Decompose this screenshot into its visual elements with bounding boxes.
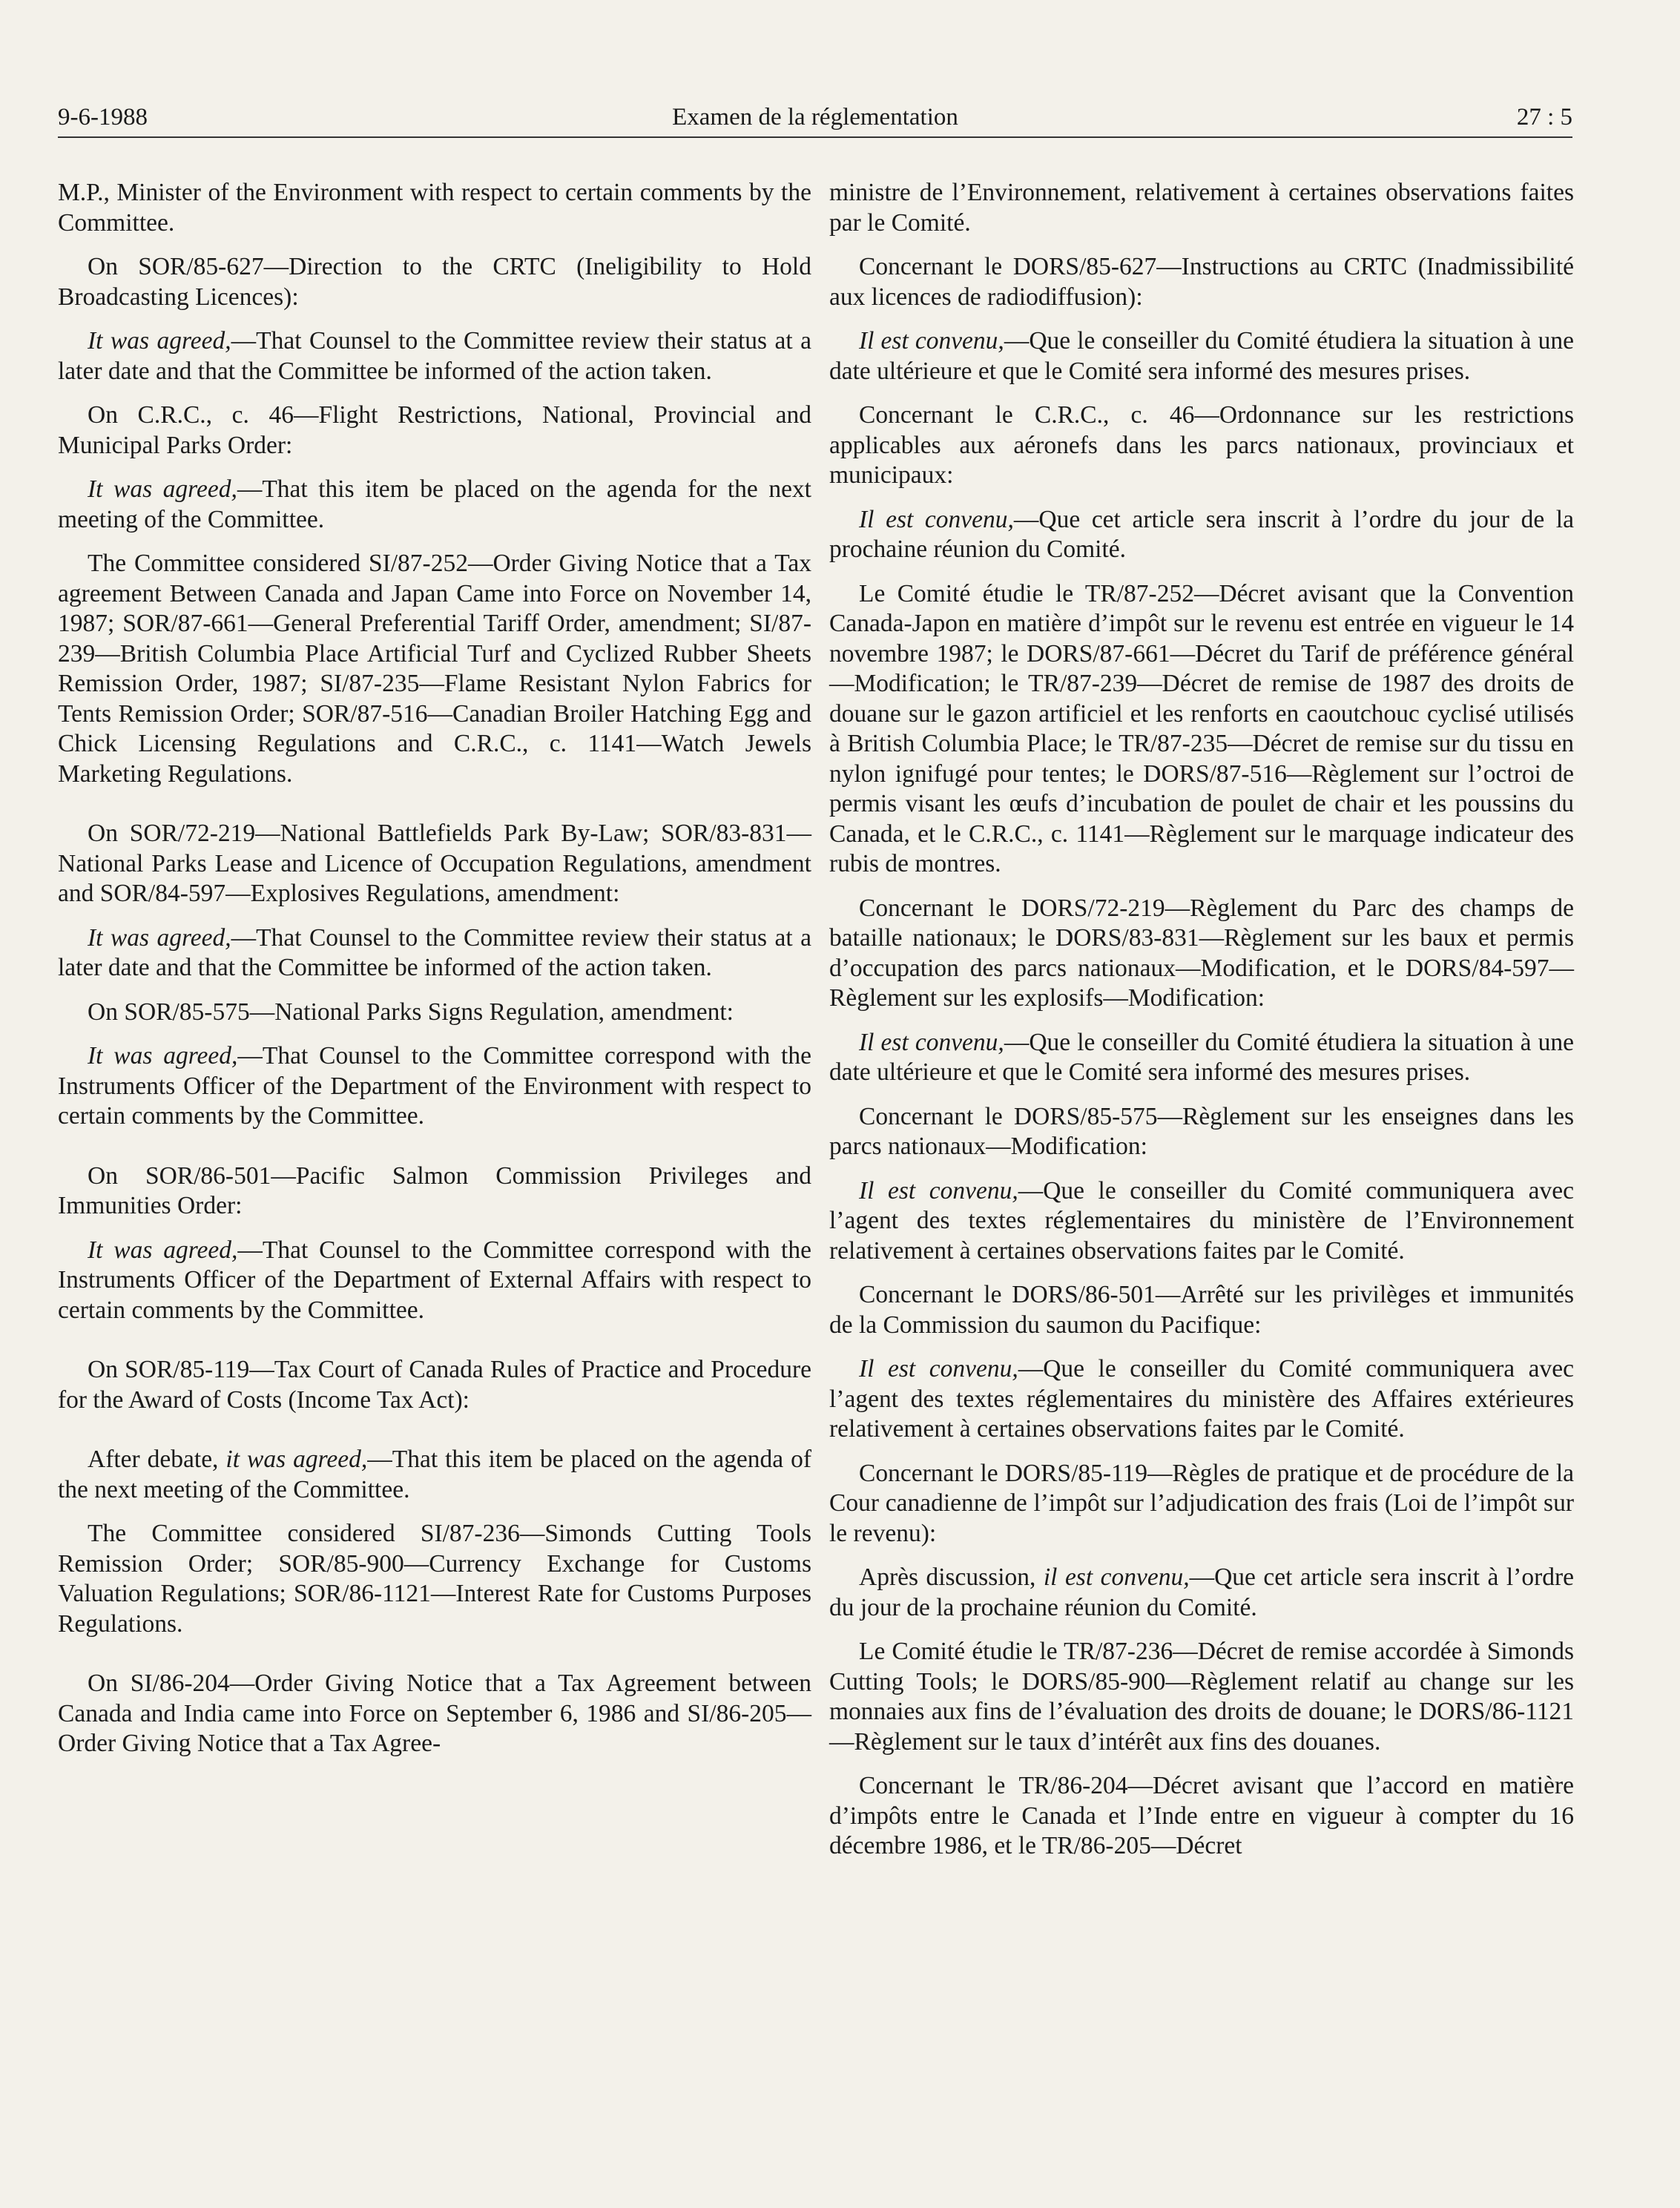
resolution-phrase: Il est convenu,	[859, 1176, 1018, 1204]
paragraph-text: —That this item be placed on the agenda of the next meeting of the Committee.	[58, 1446, 811, 1503]
english-paragraph	[58, 1041, 811, 1132]
french-paragraph	[829, 1637, 1574, 1757]
english-paragraph	[58, 1355, 811, 1415]
paragraph-text: On SOR/85-627—Direction to the CRTC (Ineligibility to Hold Broadcasting Licences):	[58, 253, 811, 311]
paragraph-text: —Que le conseiller du Comité étudiera la situation à une date ultérieure et que le Comité sera informé des mesures prises.	[829, 1028, 1574, 1086]
paragraph-lead: Après discussion,	[859, 1563, 1044, 1591]
french-column	[829, 178, 1574, 1876]
resolution-phrase: It was agreed,	[88, 1236, 238, 1264]
french-paragraph	[829, 1028, 1574, 1088]
french-paragraph	[829, 178, 1574, 238]
english-column	[58, 178, 811, 1773]
english-paragraph	[58, 923, 811, 983]
french-paragraph	[829, 1176, 1574, 1267]
french-paragraph	[829, 1102, 1574, 1162]
french-paragraph	[829, 1563, 1574, 1623]
paragraph-text: —That Counsel to the Committee correspond with the Instruments Officer of the Department of the Environment with respect to certain comments by the Committee.	[58, 1042, 811, 1130]
english-paragraph	[58, 1161, 811, 1222]
french-paragraph	[829, 1771, 1574, 1862]
resolution-phrase: it was agreed,	[225, 1446, 368, 1473]
paragraph-text: —Que cet article sera inscrit à l’ordre du jour de la prochaine réunion du Comité.	[829, 1563, 1575, 1621]
paragraph-text: Concernant le C.R.C., c. 46—Ordonnance sur les restrictions applicables aux aéronefs dans les parcs nationaux, provinciaux et municipaux:	[829, 401, 1574, 489]
english-paragraph	[58, 1445, 811, 1505]
english-paragraph	[58, 252, 811, 312]
paragraph-text: On SOR/86-501—Pacific Salmon Commission Privileges and Immunities Order:	[58, 1161, 811, 1219]
paragraph-text: Le Comité étudie le TR/87-236—Décret de remise accordée à Simonds Cutting Tools; le DORS/85-900—Règlement relatif au change sur les monnaies aux fins de l’évaluation des droits de douane; le DORS/86-1121—Règlement sur le taux d’intérêt aux fins des douanes.	[829, 1638, 1574, 1756]
paragraph-lead: After debate,	[88, 1446, 226, 1473]
french-paragraph	[829, 252, 1574, 312]
paragraph-text: ministre de l’Environnement, relativement à certaines observations faites par le Comité.	[829, 179, 1574, 237]
paragraph-text: On SOR/85-119—Tax Court of Canada Rules of Practice and Procedure for the Award of Costs (Income Tax Act):	[58, 1356, 811, 1414]
paragraph-text: The Committee considered SI/87-252—Order Giving Notice that a Tax agreement Between Canada and Japan Came into Force on November 14, 1987; SOR/87-661—General Preferential Tariff Order, amendment; SI/87-239—British Columbia Place Artificial Turf and Cyclized Rubber Sheets Remission Order, 1987; SI/87-235—Flame Resistant Nylon Fabrics for Tents Remission Order; SOR/87-516—Canadian Broiler Hatching Egg and Chick Licensing Regulations and C.R.C., c. 1141—Watch Jewels Marketing Regulations.	[58, 550, 811, 788]
resolution-phrase: It was agreed,	[88, 327, 231, 355]
resolution-phrase: Il est convenu,	[859, 1028, 1004, 1056]
english-paragraph	[58, 549, 811, 789]
page-header	[58, 99, 1572, 135]
resolution-phrase: It was agreed,	[88, 1042, 238, 1070]
french-paragraph	[829, 326, 1574, 386]
french-paragraph	[829, 579, 1574, 880]
paragraph-text: On SOR/85-575—National Parks Signs Regulation, amendment:	[88, 998, 734, 1026]
paragraph-text: Concernant le DORS/72-219—Règlement du Parc des champs de bataille nationaux; le DORS/83-831—Règlement sur les baux et permis d’occupation des parcs nationaux—Modification, et le DORS/84-597—Règlement sur les explosifs—Modification:	[829, 894, 1574, 1012]
resolution-phrase: Il est convenu,	[859, 1355, 1018, 1383]
paragraph-text: —That Counsel to the Committee review their status at a later date and that the Committee be informed of the action taken.	[58, 327, 811, 385]
resolution-phrase: Il est convenu,	[859, 505, 1014, 533]
english-paragraph	[58, 1669, 811, 1759]
english-paragraph	[58, 475, 811, 535]
paragraph-text: Concernant le DORS/85-627—Instructions au CRTC (Inadmissibilité aux licences de radiodiffusion):	[829, 253, 1574, 311]
english-paragraph	[58, 1519, 811, 1639]
header-rule	[58, 136, 1572, 138]
french-paragraph	[829, 401, 1574, 491]
paragraph-text: —Que le conseiller du Comité communiquera avec l’agent des textes réglementaires du ministère des Affaires extérieures relativement à certaines observations faites par le Comité.	[829, 1355, 1574, 1443]
english-paragraph	[58, 326, 811, 386]
paragraph-text: The Committee considered SI/87-236—Simonds Cutting Tools Remission Order; SOR/85-900—Currency Exchange for Customs Valuation Regulations; SOR/86-1121—Interest Rate for Customs Purposes Regulations.	[58, 1520, 811, 1638]
resolution-phrase: Il est convenu,	[859, 327, 1004, 355]
paragraph-text: —Que cet article sera inscrit à l’ordre du jour de la prochaine réunion du Comité.	[829, 505, 1574, 563]
english-paragraph	[58, 1236, 811, 1326]
english-paragraph	[58, 998, 811, 1028]
header-title: Examen de la réglementation	[672, 104, 958, 131]
paragraph-text: —That Counsel to the Committee review their status at a later date and that the Committee be informed of the action taken.	[58, 923, 811, 981]
resolution-phrase: il est convenu,	[1043, 1563, 1190, 1591]
paragraph-text: —That Counsel to the Committee correspond with the Instruments Officer of the Department of External Affairs with respect to certain comments by the Committee.	[58, 1236, 811, 1324]
english-paragraph	[58, 178, 811, 238]
paragraph-text: On SOR/72-219—National Battlefields Park By-Law; SOR/83-831—National Parks Lease and Licence of Occupation Regulations, amendment and SOR/84-597—Explosives Regulations, amendment:	[58, 820, 811, 907]
paragraph-text: Concernant le DORS/86-501—Arrêté sur les privilèges et immunités de la Commission du saumon du Pacifique:	[829, 1281, 1574, 1339]
french-paragraph	[829, 1459, 1574, 1549]
paragraph-text: M.P., Minister of the Environment with respect to certain comments by the Committee.	[58, 179, 811, 237]
paragraph-text: Le Comité étudie le TR/87-252—Décret avisant que la Convention Canada-Japon en matière d’impôt sur le revenu est entrée en vigueur le 14 novembre 1987; le DORS/87-661—Décret du Tarif de préférence général—Modification; le TR/87-239—Décret de remise de 1987 des droits de douane sur le gazon artificiel et les renforts en caoutchouc cyclisé utilisés à British Columbia Place; le TR/87-235—Décret de remise sur du tissu en nylon ignifugé pour tentes; le DORS/87-516—Règlement sur l’octroi de permis visant les œufs d’incubation de poulet de chair et les poussins du Canada, et le C.R.C., c. 1141—Règlement sur le marquage indicateur des rubis de montres.	[829, 579, 1574, 877]
paragraph-text: Concernant le DORS/85-575—Règlement sur les enseignes dans les parcs nationaux—Modification:	[829, 1102, 1574, 1160]
paragraph-text: Concernant le TR/86-204—Décret avisant que l’accord en matière d’impôts entre le Canada et l’Inde entre en vigueur à compter du 16 décembre 1986, et le TR/86-205—Décret	[829, 1772, 1574, 1859]
french-paragraph	[829, 505, 1574, 565]
resolution-phrase: It was agreed,	[88, 475, 237, 503]
paragraph-text: —Que le conseiller du Comité communiquera avec l’agent des textes réglementaires du ministère de l’Environnement relativement à certaines observations faites par le Comité.	[829, 1176, 1574, 1265]
french-paragraph	[829, 1354, 1574, 1445]
paragraph-text: —That this item be placed on the agenda for the next meeting of the Committee.	[58, 475, 811, 533]
french-paragraph	[829, 1280, 1574, 1340]
header-date: 9-6-1988	[58, 104, 148, 131]
english-paragraph	[58, 819, 811, 909]
header-page-number: 27 : 5	[1516, 104, 1572, 131]
french-paragraph	[829, 894, 1574, 1014]
resolution-phrase: It was agreed,	[88, 923, 231, 952]
paragraph-text: On SI/86-204—Order Giving Notice that a Tax Agreement between Canada and India came into Force on September 6, 1986 and SI/86-205—Order Giving Notice that a Tax Agree-	[58, 1670, 811, 1757]
english-paragraph	[58, 401, 811, 461]
paragraph-text: Concernant le DORS/85-119—Règles de pratique et de procédure de la Cour canadienne de l’impôt sur l’adjudication des frais (Loi de l’impôt sur le revenu):	[829, 1459, 1574, 1547]
paragraph-text: —Que le conseiller du Comité étudiera la situation à une date ultérieure et que le Comité sera informé des mesures prises.	[829, 327, 1574, 385]
paragraph-text: On C.R.C., c. 46—Flight Restrictions, National, Provincial and Municipal Parks Order:	[58, 401, 811, 459]
